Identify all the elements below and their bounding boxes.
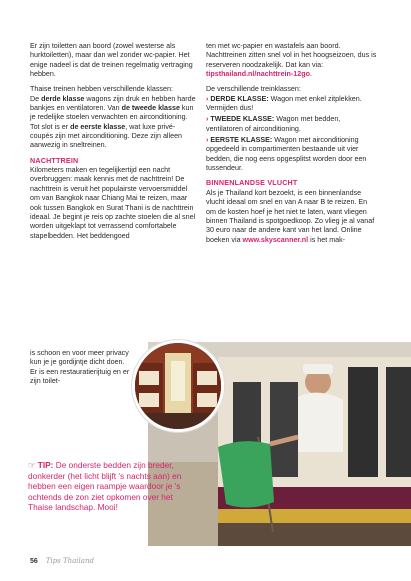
paragraph-classes: Thaise treinen hebben verschillende klassen: De derde klasse wagons zijn druk en hebben harde bankjes en ventilatoren. Van de tweede klasse kun je redelijke stoelen verwachten en airconditioning. Tot slot is er de eerste klasse, wat luxe privé-coupés zijn met airconditioning. Deze zijn alleen aanwezig in sneltreinen. (30, 85, 196, 150)
footer-brand: Tips Thailand (45, 557, 94, 565)
interior-photo-image (135, 343, 221, 429)
paragraph-klassen: De verschillende treinklassen: (206, 85, 301, 94)
heading-binnenlandse-vlucht: BINNENLANDSE VLUCHT (206, 179, 298, 188)
chevron-right-icon: › (206, 136, 209, 145)
paragraph-vlucht: Als je Thailand kort bezoekt, is een binnenlandse vlucht ideaal om snel en van A naar B te reizen. En om de kosten hoef je het niet te laten, want vliegen binnen Thailand is spotgoedkoop. Zo vlieg je al vanaf 30 euro naar de andere kant van het land. Online boeken via www.skyscanner.nl is het mak- (206, 188, 375, 244)
chevron-right-icon: › (206, 115, 209, 124)
page-footer (30, 557, 94, 565)
tip-text: De onderste bedden zijn breder, donkerder (het licht blijft 's nachts aan) en hebben een eigen raampje waardoor je 's ochtends de zon ziet opkomen over het Thaise landschap. Mooi! (28, 460, 182, 512)
interior-photo (132, 340, 224, 432)
klasse-item-tweede: › TWEEDE KLASSE: Wagon met bedden, ventilatoren of airconditioning. (206, 115, 341, 133)
heading-nachttrein: NACHTTREIN (30, 156, 79, 165)
paragraph-nachttrein: Kilometers maken en tegelijkertijd een nacht overbruggen: maak kennis met de nachttrein! De nachttrein is veruit het populairste vervoersmiddel om van Bangkok naar Chiang Mai te reizen, maar ook tussen Bangkok en Surat Thani is de nachttrein ideaal. Je begint je reis op zachte stoelen die al snel worden uitgeklapt tot verrassend comfortabele stapelbedden. Het beddengoed (30, 166, 196, 240)
paragraph-toilets: Er zijn toiletten aan boord (zowel westerse als hurktoiletten), maar dan wel zonder wc-papier. Het enige nadeel is dat de treinen regelmatig vertraging hebben. (30, 42, 193, 79)
page-number: 56 (30, 558, 38, 565)
klasse-item-derde: › DERDE KLASSE: Wagon met enkel zitplekken. Vermijden dus! (206, 94, 362, 113)
paragraph-reserveren: ten met wc-papier en wastafels aan boord. Nachttreinen zitten snel vol in het hoogseizoen, dus is reserveren noodzakelijk. Dat kan via: tipsthailand.nl/nachttrein-12go. (206, 42, 377, 79)
link-skyscanner[interactable]: www.skyscanner.nl (242, 235, 309, 244)
pointing-hand-icon: ☞ (28, 460, 36, 470)
tip-label: TIP: (37, 460, 54, 470)
link-12go[interactable]: tipsthailand.nl/nachttrein-12go (206, 70, 310, 79)
klasse-item-eerste: › EERSTE KLASSE: Wagon met airconditioning opgedeeld in compartimenten bestaande uit vier bedden, die nog eens opgesplitst worden door een tussendeur. (206, 136, 367, 173)
chevron-right-icon: › (206, 94, 209, 103)
right-column (206, 42, 378, 251)
paragraph-nachttrein-continued: is schoon en voor meer privacy kun je je gordijntje dicht doen. Er is een restauratierijtuig en er zijn toilet- (30, 349, 130, 386)
tip-box (28, 460, 188, 513)
left-column (30, 42, 198, 247)
left-column-continued (30, 349, 130, 392)
